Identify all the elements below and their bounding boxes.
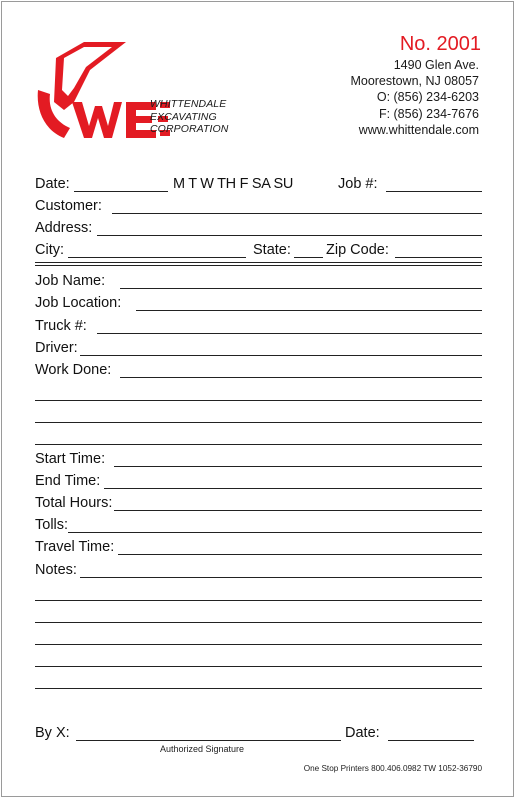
phone-line: O: (856) 234-6203: [376, 90, 479, 105]
state-field[interactable]: [294, 257, 323, 258]
company-name-line: WHITTENDALE: [150, 98, 227, 110]
signature-field[interactable]: [76, 740, 341, 741]
signature-date-field[interactable]: [388, 740, 474, 741]
notes-line[interactable]: [35, 688, 482, 689]
job-location-field[interactable]: [136, 310, 482, 311]
truck-number-field[interactable]: [97, 333, 482, 334]
company-name: [150, 98, 229, 136]
travel-time-label: Travel Time:: [35, 539, 115, 555]
total-hours-label: Total Hours:: [35, 495, 113, 511]
work-done-line[interactable]: [35, 400, 482, 401]
notes-line[interactable]: [35, 666, 482, 667]
zip-code-field[interactable]: [395, 257, 482, 258]
section-divider: [35, 262, 482, 263]
address-line: Moorestown, NJ 08057: [350, 74, 479, 89]
start-time-label: Start Time:: [35, 451, 106, 467]
city-label: City:: [35, 242, 64, 258]
job-location-label: Job Location:: [35, 295, 122, 311]
address-line: 1490 Glen Ave.: [393, 58, 479, 72]
job-number-label: Job #:: [338, 176, 378, 192]
address-label: Address:: [35, 220, 93, 236]
total-hours-field[interactable]: [114, 510, 482, 511]
form-number: No. 2001: [399, 33, 481, 55]
driver-label: Driver:: [35, 340, 78, 356]
driver-field[interactable]: [80, 355, 482, 356]
section-divider: [35, 265, 482, 266]
notes-line[interactable]: [35, 644, 482, 645]
website-line: www.whittendale.com: [358, 122, 479, 137]
company-name-line: CORPORATION: [150, 123, 229, 135]
tolls-label: Tolls:: [35, 517, 69, 533]
customer-label: Customer:: [35, 198, 102, 214]
customer-field[interactable]: [112, 213, 482, 214]
notes-line[interactable]: [35, 622, 482, 623]
tolls-field[interactable]: [68, 532, 482, 533]
truck-number-label: Truck #:: [35, 318, 87, 334]
end-time-field[interactable]: [104, 488, 482, 489]
signed-by-label: By X:: [35, 725, 70, 741]
work-done-label: Work Done:: [35, 362, 112, 378]
fax-line: F: (856) 234-7676: [378, 106, 479, 121]
job-name-label: Job Name:: [35, 273, 106, 289]
address-field[interactable]: [97, 235, 482, 236]
work-done-line[interactable]: [35, 422, 482, 423]
company-name-line: EXCAVATING: [150, 110, 217, 123]
job-number-field[interactable]: [386, 191, 482, 192]
start-time-field[interactable]: [114, 466, 482, 467]
company-address: [350, 57, 479, 138]
signature-date-label: Date:: [345, 725, 380, 741]
date-label: Date:: [35, 176, 70, 192]
printer-credit: One Stop Printers 800.406.0982 TW 1052-36790: [303, 764, 482, 773]
end-time-label: End Time:: [35, 473, 101, 489]
travel-time-field[interactable]: [118, 554, 482, 555]
notes-field[interactable]: [80, 577, 482, 578]
city-field[interactable]: [68, 257, 246, 258]
work-done-field[interactable]: [120, 377, 482, 378]
work-done-line[interactable]: [35, 444, 482, 445]
job-name-field[interactable]: [120, 288, 482, 289]
weekday-options: M T W TH F SA SU: [173, 176, 294, 192]
date-field[interactable]: [74, 191, 168, 192]
notes-line[interactable]: [35, 600, 482, 601]
signature-caption: Authorized Signature: [160, 744, 245, 754]
zip-code-label: Zip Code:: [326, 242, 389, 258]
state-label: State:: [253, 242, 291, 258]
notes-label: Notes:: [35, 562, 77, 578]
